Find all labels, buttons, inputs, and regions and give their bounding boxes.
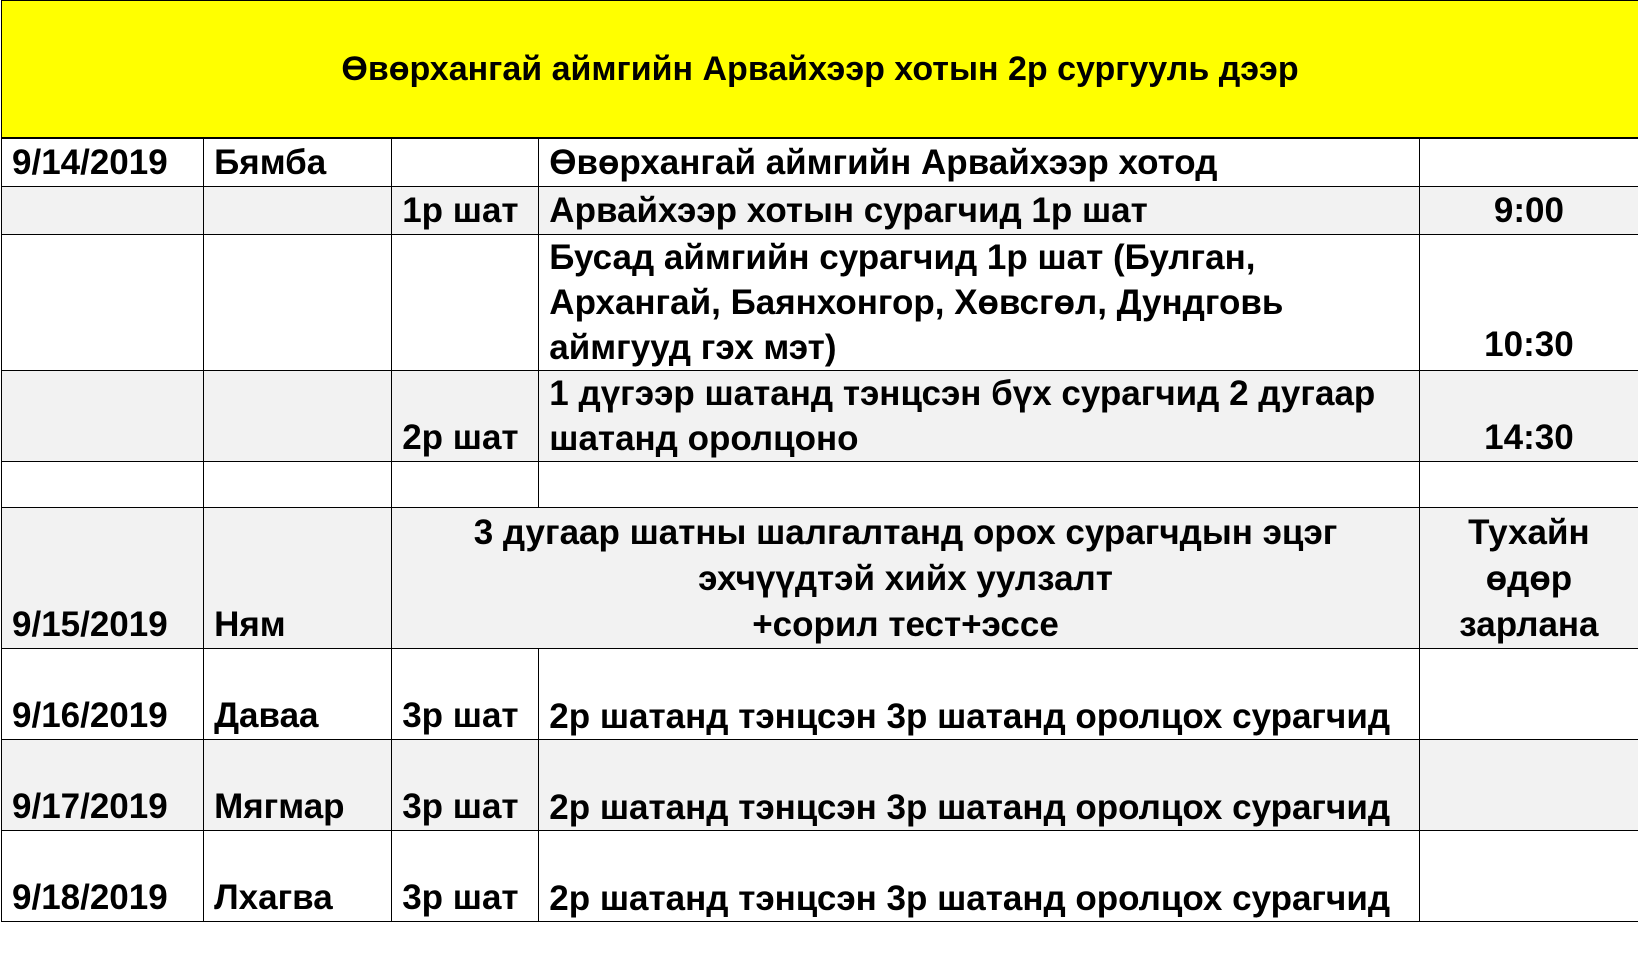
- time-cell[interactable]: 9:00: [1419, 187, 1638, 235]
- stage-cell[interactable]: 1р шат: [392, 187, 539, 235]
- desc-cell[interactable]: Арвайхээр хотын сурагчид 1р шат: [539, 187, 1420, 235]
- day-cell[interactable]: Даваа: [204, 649, 392, 740]
- day-cell[interactable]: [204, 187, 392, 235]
- time-cell[interactable]: [1419, 649, 1638, 740]
- date-cell[interactable]: [2, 371, 204, 462]
- merged-desc-cell[interactable]: [392, 508, 1420, 649]
- time-cell[interactable]: [1419, 740, 1638, 831]
- time-cell[interactable]: [1419, 139, 1638, 187]
- stage-cell[interactable]: 3р шат: [392, 831, 539, 922]
- table-row: [2, 139, 1638, 187]
- schedule-table: [1, 138, 1638, 922]
- date-cell[interactable]: 9/18/2019: [2, 831, 204, 922]
- stage-cell[interactable]: 3р шат: [392, 740, 539, 831]
- stage-cell[interactable]: [392, 462, 539, 508]
- date-cell[interactable]: 9/16/2019: [2, 649, 204, 740]
- desc-cell[interactable]: Бусад аймгийн сурагчид 1р шат (Булган, Архангай, Баянхонгор, Хөвсгөл, Дундговь аймгууд гэх мэт): [539, 235, 1420, 371]
- stage-cell[interactable]: 3р шат: [392, 649, 539, 740]
- table-row: [2, 371, 1638, 462]
- date-cell[interactable]: [2, 187, 204, 235]
- title-cell[interactable]: [1, 0, 1638, 138]
- date-cell[interactable]: 9/15/2019: [2, 508, 204, 649]
- day-cell[interactable]: Лхагва: [204, 831, 392, 922]
- date-cell[interactable]: 9/14/2019: [2, 139, 204, 187]
- stage-cell[interactable]: [392, 139, 539, 187]
- merged-desc-line1: 3 дугаар шатны шалгалтанд орох сурагчдын эцэг эхчүүдтэй хийх уулзалт: [473, 513, 1338, 598]
- stage-cell[interactable]: [392, 235, 539, 371]
- day-cell[interactable]: [204, 371, 392, 462]
- table-row: [2, 462, 1638, 508]
- table-row: [2, 831, 1638, 922]
- desc-cell[interactable]: [539, 462, 1420, 508]
- schedule-sheet: [1, 0, 1637, 962]
- table-row: [2, 235, 1638, 371]
- day-cell[interactable]: [204, 235, 392, 371]
- time-cell[interactable]: [1419, 831, 1638, 922]
- date-cell[interactable]: 9/17/2019: [2, 740, 204, 831]
- table-row: [2, 740, 1638, 831]
- day-cell[interactable]: Бямба: [204, 139, 392, 187]
- stage-cell[interactable]: 2р шат: [392, 371, 539, 462]
- date-cell[interactable]: [2, 462, 204, 508]
- time-cell[interactable]: Тухайн өдөр зарлана: [1419, 508, 1638, 649]
- time-cell[interactable]: [1419, 462, 1638, 508]
- date-cell[interactable]: [2, 235, 204, 371]
- day-cell[interactable]: Мягмар: [204, 740, 392, 831]
- table-row: [2, 508, 1638, 649]
- desc-cell[interactable]: 1 дүгээр шатанд тэнцсэн бүх сурагчид 2 дугаар шатанд оролцоно: [539, 371, 1420, 462]
- desc-cell[interactable]: 2р шатанд тэнцсэн 3р шатанд оролцох сурагчид: [539, 831, 1420, 922]
- desc-cell[interactable]: 2р шатанд тэнцсэн 3р шатанд оролцох сурагчид: [539, 740, 1420, 831]
- merged-desc-line2: +сорил тест+эссе: [752, 605, 1059, 644]
- table-row: [2, 187, 1638, 235]
- time-cell[interactable]: 14:30: [1419, 371, 1638, 462]
- desc-cell[interactable]: 2р шатанд тэнцсэн 3р шатанд оролцох сурагчид: [539, 649, 1420, 740]
- day-cell[interactable]: Ням: [204, 508, 392, 649]
- sheet-title: Өвөрхангай аймгийн Арвайхээр хотын 2р сургууль дээр: [341, 49, 1299, 88]
- time-cell[interactable]: 10:30: [1419, 235, 1638, 371]
- table-row: [2, 649, 1638, 740]
- day-cell[interactable]: [204, 462, 392, 508]
- desc-cell[interactable]: Өвөрхангай аймгийн Арвайхээр хотод: [539, 139, 1420, 187]
